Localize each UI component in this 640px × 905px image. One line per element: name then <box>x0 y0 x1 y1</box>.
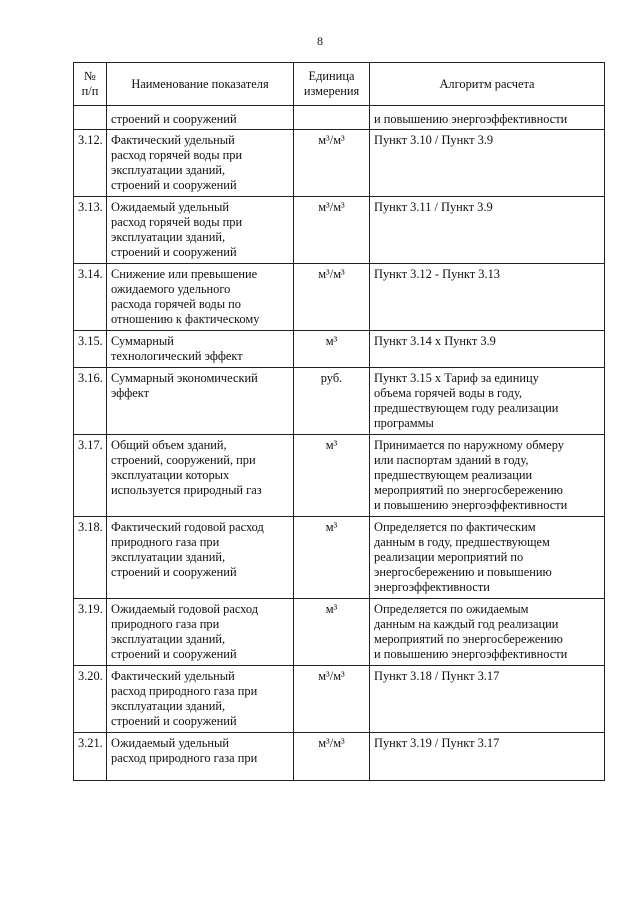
row-indicator-name: строений и сооружений <box>107 106 294 130</box>
row-unit: руб. <box>294 368 370 435</box>
table-row <box>74 599 605 666</box>
row-number: 3.14. <box>74 264 107 331</box>
row-unit: м³/м³ <box>294 130 370 197</box>
row-indicator-name: Ожидаемый удельный расход природного газа при <box>107 733 294 781</box>
table-row <box>74 517 605 599</box>
table-body <box>74 106 605 781</box>
table-row <box>74 264 605 331</box>
row-algorithm: Пункт 3.18 / Пункт 3.17 <box>370 666 605 733</box>
table-row <box>74 130 605 197</box>
row-algorithm: Определяется по фактическим данным в году, предшествующем реализации мероприятий по энергосбережению и повышению энергоэффективности <box>370 517 605 599</box>
row-number: 3.12. <box>74 130 107 197</box>
row-unit: м³ <box>294 435 370 517</box>
row-unit: м³ <box>294 599 370 666</box>
row-unit: м³/м³ <box>294 733 370 781</box>
page-number: 8 <box>317 34 323 48</box>
header-num: № п/п <box>74 63 107 106</box>
row-number: 3.19. <box>74 599 107 666</box>
row-algorithm: Пункт 3.14 х Пункт 3.9 <box>370 331 605 368</box>
row-algorithm: Пункт 3.10 / Пункт 3.9 <box>370 130 605 197</box>
row-number: 3.20. <box>74 666 107 733</box>
row-unit: м³ <box>294 517 370 599</box>
row-number: 3.15. <box>74 331 107 368</box>
table-header-row <box>74 63 605 106</box>
row-indicator-name: Фактический удельный расход природного газа при эксплуатации зданий, строений и сооружений <box>107 666 294 733</box>
row-algorithm: Определяется по ожидаемым данным на каждый год реализации мероприятий по энергосбережению и повышению энергоэффективности <box>370 599 605 666</box>
row-algorithm: и повышению энергоэффективности <box>370 106 605 130</box>
row-indicator-name: Суммарный технологический эффект <box>107 331 294 368</box>
row-number <box>74 106 107 130</box>
row-number: 3.16. <box>74 368 107 435</box>
table-row <box>74 106 605 130</box>
table-row <box>74 435 605 517</box>
row-indicator-name: Снижение или превышение ожидаемого удельного расхода горячей воды по отношению к фактическому <box>107 264 294 331</box>
row-indicator-name: Общий объем зданий, строений, сооружений, при эксплуатации которых используется природный газ <box>107 435 294 517</box>
table-row <box>74 197 605 264</box>
row-algorithm: Пункт 3.15 х Тариф за единицу объема горячей воды в году, предшествующем году реализации программы <box>370 368 605 435</box>
row-indicator-name: Суммарный экономический эффект <box>107 368 294 435</box>
row-indicator-name: Фактический удельный расход горячей воды при эксплуатации зданий, строений и сооружений <box>107 130 294 197</box>
row-unit: м³/м³ <box>294 197 370 264</box>
row-number: 3.13. <box>74 197 107 264</box>
row-algorithm: Пункт 3.12 - Пункт 3.13 <box>370 264 605 331</box>
row-unit: м³/м³ <box>294 666 370 733</box>
row-algorithm: Пункт 3.19 / Пункт 3.17 <box>370 733 605 781</box>
table-row <box>74 331 605 368</box>
row-indicator-name: Ожидаемый удельный расход горячей воды при эксплуатации зданий, строений и сооружений <box>107 197 294 264</box>
row-indicator-name: Фактический годовой расход природного газа при эксплуатации зданий, строений и сооружений <box>107 517 294 599</box>
table-row <box>74 666 605 733</box>
header-name: Наименование показателя <box>107 63 294 106</box>
row-number: 3.21. <box>74 733 107 781</box>
table-row <box>74 733 605 781</box>
header-unit: Единица измерения <box>294 63 370 106</box>
table-row <box>74 368 605 435</box>
row-indicator-name: Ожидаемый годовой расход природного газа при эксплуатации зданий, строений и сооружений <box>107 599 294 666</box>
header-algorithm: Алгоритм расчета <box>370 63 605 106</box>
row-unit <box>294 106 370 130</box>
indicators-table <box>73 62 605 781</box>
row-algorithm: Принимается по наружному обмеру или паспортам зданий в году, предшествующем реализации мероприятий по энергосбережению и повышению энергоэффективности <box>370 435 605 517</box>
row-number: 3.18. <box>74 517 107 599</box>
row-unit: м³ <box>294 331 370 368</box>
row-number: 3.17. <box>74 435 107 517</box>
row-algorithm: Пункт 3.11 / Пункт 3.9 <box>370 197 605 264</box>
row-unit: м³/м³ <box>294 264 370 331</box>
